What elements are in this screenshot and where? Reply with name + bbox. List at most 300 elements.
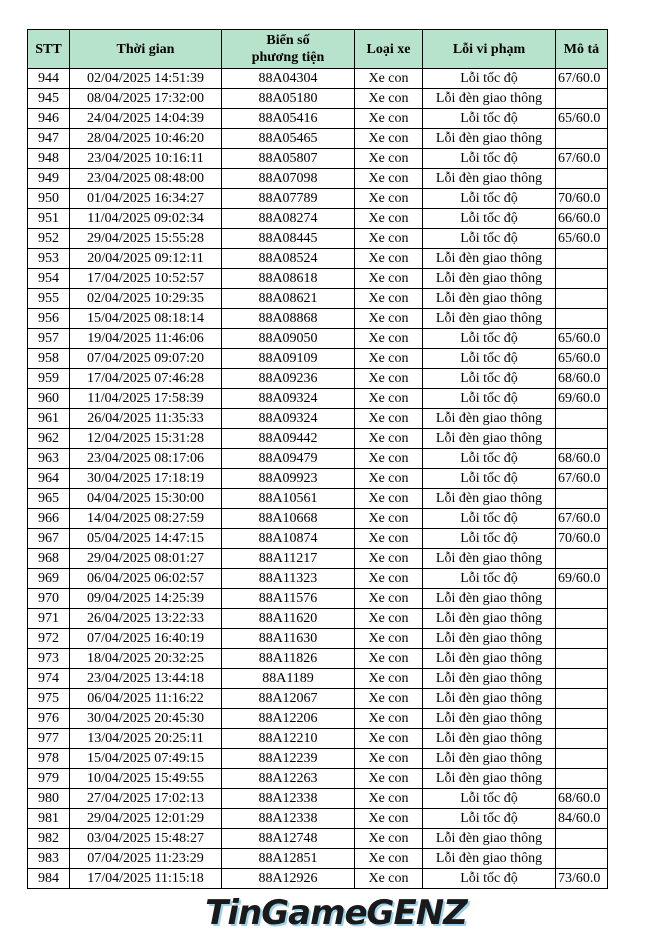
cell-violation: Lỗi đèn giao thông <box>423 829 556 849</box>
cell-time: 15/04/2025 07:49:15 <box>70 749 222 769</box>
cell-violation: Lỗi đèn giao thông <box>423 489 556 509</box>
cell-desc <box>556 489 608 509</box>
cell-vehicle: Xe con <box>355 809 423 829</box>
cell-plate: 88A12926 <box>222 869 355 889</box>
cell-desc <box>556 669 608 689</box>
header-desc: Mô tả <box>556 30 608 69</box>
cell-violation: Lỗi đèn giao thông <box>423 849 556 869</box>
cell-desc <box>556 629 608 649</box>
cell-violation: Lỗi tốc độ <box>423 569 556 589</box>
cell-desc <box>556 249 608 269</box>
cell-violation: Lỗi tốc độ <box>423 189 556 209</box>
cell-desc <box>556 89 608 109</box>
table-row <box>28 589 608 609</box>
cell-violation: Lỗi tốc độ <box>423 509 556 529</box>
cell-desc: 65/60.0 <box>556 329 608 349</box>
cell-desc: 67/60.0 <box>556 69 608 89</box>
cell-vehicle: Xe con <box>355 229 423 249</box>
cell-stt: 971 <box>28 609 70 629</box>
table-row <box>28 289 608 309</box>
cell-plate: 88A09324 <box>222 409 355 429</box>
cell-time: 17/04/2025 10:52:57 <box>70 269 222 289</box>
cell-vehicle: Xe con <box>355 129 423 149</box>
table-row <box>28 809 608 829</box>
cell-vehicle: Xe con <box>355 69 423 89</box>
cell-time: 29/04/2025 15:55:28 <box>70 229 222 249</box>
cell-violation: Lỗi tốc độ <box>423 369 556 389</box>
cell-time: 02/04/2025 10:29:35 <box>70 289 222 309</box>
cell-plate: 88A09236 <box>222 369 355 389</box>
cell-desc: 67/60.0 <box>556 509 608 529</box>
cell-vehicle: Xe con <box>355 709 423 729</box>
table-row <box>28 69 608 89</box>
cell-violation: Lỗi đèn giao thông <box>423 549 556 569</box>
table-row <box>28 669 608 689</box>
cell-violation: Lỗi đèn giao thông <box>423 249 556 269</box>
cell-plate: 88A10561 <box>222 489 355 509</box>
table-row <box>28 569 608 589</box>
cell-vehicle: Xe con <box>355 569 423 589</box>
table-row <box>28 369 608 389</box>
cell-stt: 980 <box>28 789 70 809</box>
cell-time: 14/04/2025 08:27:59 <box>70 509 222 529</box>
cell-time: 07/04/2025 11:23:29 <box>70 849 222 869</box>
cell-violation: Lỗi tốc độ <box>423 469 556 489</box>
cell-plate: 88A12263 <box>222 769 355 789</box>
header-time: Thời gian <box>70 30 222 69</box>
cell-time: 26/04/2025 13:22:33 <box>70 609 222 629</box>
cell-vehicle: Xe con <box>355 549 423 569</box>
cell-vehicle: Xe con <box>355 629 423 649</box>
cell-time: 23/04/2025 08:17:06 <box>70 449 222 469</box>
cell-desc: 68/60.0 <box>556 449 608 469</box>
table-row <box>28 469 608 489</box>
cell-desc: 68/60.0 <box>556 789 608 809</box>
cell-plate: 88A12210 <box>222 729 355 749</box>
cell-violation: Lỗi đèn giao thông <box>423 289 556 309</box>
cell-time: 26/04/2025 11:35:33 <box>70 409 222 429</box>
cell-violation: Lỗi đèn giao thông <box>423 429 556 449</box>
cell-desc <box>556 589 608 609</box>
cell-violation: Lỗi đèn giao thông <box>423 409 556 429</box>
cell-plate: 88A08621 <box>222 289 355 309</box>
cell-desc: 84/60.0 <box>556 809 608 829</box>
cell-desc: 68/60.0 <box>556 369 608 389</box>
cell-time: 11/04/2025 17:58:39 <box>70 389 222 409</box>
cell-vehicle: Xe con <box>355 689 423 709</box>
cell-vehicle: Xe con <box>355 349 423 369</box>
cell-desc <box>556 609 608 629</box>
cell-time: 27/04/2025 17:02:13 <box>70 789 222 809</box>
cell-stt: 984 <box>28 869 70 889</box>
table-row <box>28 629 608 649</box>
table-row <box>28 769 608 789</box>
cell-desc: 70/60.0 <box>556 529 608 549</box>
cell-time: 05/04/2025 14:47:15 <box>70 529 222 549</box>
table-row <box>28 549 608 569</box>
cell-time: 12/04/2025 15:31:28 <box>70 429 222 449</box>
cell-stt: 976 <box>28 709 70 729</box>
cell-stt: 982 <box>28 829 70 849</box>
table-row <box>28 529 608 549</box>
cell-desc: 65/60.0 <box>556 109 608 129</box>
cell-desc <box>556 729 608 749</box>
cell-vehicle: Xe con <box>355 369 423 389</box>
cell-plate: 88A12206 <box>222 709 355 729</box>
cell-violation: Lỗi đèn giao thông <box>423 669 556 689</box>
table-row <box>28 189 608 209</box>
cell-stt: 960 <box>28 389 70 409</box>
cell-time: 29/04/2025 08:01:27 <box>70 549 222 569</box>
cell-stt: 979 <box>28 769 70 789</box>
table-row <box>28 309 608 329</box>
cell-vehicle: Xe con <box>355 769 423 789</box>
cell-plate: 88A09923 <box>222 469 355 489</box>
cell-time: 20/04/2025 09:12:11 <box>70 249 222 269</box>
table-row <box>28 489 608 509</box>
cell-violation: Lỗi tốc độ <box>423 229 556 249</box>
cell-vehicle: Xe con <box>355 669 423 689</box>
cell-plate: 88A12338 <box>222 809 355 829</box>
cell-stt: 954 <box>28 269 70 289</box>
header-plate-line1: Biển số <box>266 33 310 48</box>
cell-vehicle: Xe con <box>355 729 423 749</box>
cell-stt: 945 <box>28 89 70 109</box>
cell-stt: 948 <box>28 149 70 169</box>
cell-violation: Lỗi đèn giao thông <box>423 609 556 629</box>
cell-desc <box>556 829 608 849</box>
table-row <box>28 789 608 809</box>
cell-plate: 88A11620 <box>222 609 355 629</box>
cell-stt: 972 <box>28 629 70 649</box>
cell-violation: Lỗi tốc độ <box>423 349 556 369</box>
cell-stt: 968 <box>28 549 70 569</box>
cell-vehicle: Xe con <box>355 269 423 289</box>
table-row <box>28 829 608 849</box>
cell-violation: Lỗi đèn giao thông <box>423 129 556 149</box>
cell-desc <box>556 269 608 289</box>
cell-plate: 88A11630 <box>222 629 355 649</box>
cell-stt: 970 <box>28 589 70 609</box>
cell-violation: Lỗi tốc độ <box>423 209 556 229</box>
cell-vehicle: Xe con <box>355 509 423 529</box>
cell-desc <box>556 689 608 709</box>
cell-desc <box>556 409 608 429</box>
cell-violation: Lỗi đèn giao thông <box>423 629 556 649</box>
cell-stt: 950 <box>28 189 70 209</box>
table-row <box>28 649 608 669</box>
header-row <box>28 30 608 69</box>
cell-desc <box>556 649 608 669</box>
cell-vehicle: Xe con <box>355 289 423 309</box>
cell-vehicle: Xe con <box>355 469 423 489</box>
cell-plate: 88A08524 <box>222 249 355 269</box>
table-row <box>28 329 608 349</box>
cell-vehicle: Xe con <box>355 849 423 869</box>
cell-stt: 959 <box>28 369 70 389</box>
cell-stt: 951 <box>28 209 70 229</box>
cell-stt: 964 <box>28 469 70 489</box>
cell-vehicle: Xe con <box>355 449 423 469</box>
table-row <box>28 129 608 149</box>
cell-violation: Lỗi đèn giao thông <box>423 89 556 109</box>
cell-vehicle: Xe con <box>355 249 423 269</box>
cell-desc: 67/60.0 <box>556 149 608 169</box>
site-watermark-logo: TinGameGENZ <box>196 891 476 935</box>
cell-plate: 88A09109 <box>222 349 355 369</box>
cell-plate: 88A09050 <box>222 329 355 349</box>
cell-violation: Lỗi đèn giao thông <box>423 589 556 609</box>
cell-plate: 88A12851 <box>222 849 355 869</box>
cell-time: 13/04/2025 20:25:11 <box>70 729 222 749</box>
cell-time: 02/04/2025 14:51:39 <box>70 69 222 89</box>
cell-time: 01/04/2025 16:34:27 <box>70 189 222 209</box>
table-row <box>28 249 608 269</box>
cell-time: 15/04/2025 08:18:14 <box>70 309 222 329</box>
cell-time: 08/04/2025 17:32:00 <box>70 89 222 109</box>
cell-violation: Lỗi đèn giao thông <box>423 169 556 189</box>
cell-time: 17/04/2025 11:15:18 <box>70 869 222 889</box>
table-row <box>28 849 608 869</box>
cell-violation: Lỗi đèn giao thông <box>423 689 556 709</box>
cell-violation: Lỗi đèn giao thông <box>423 729 556 749</box>
cell-time: 06/04/2025 11:16:22 <box>70 689 222 709</box>
cell-time: 09/04/2025 14:25:39 <box>70 589 222 609</box>
cell-violation: Lỗi tốc độ <box>423 389 556 409</box>
cell-time: 28/04/2025 10:46:20 <box>70 129 222 149</box>
table-row <box>28 709 608 729</box>
cell-plate: 88A05807 <box>222 149 355 169</box>
cell-vehicle: Xe con <box>355 389 423 409</box>
table-row <box>28 209 608 229</box>
cell-violation: Lỗi đèn giao thông <box>423 309 556 329</box>
cell-violation: Lỗi tốc độ <box>423 789 556 809</box>
cell-stt: 947 <box>28 129 70 149</box>
cell-stt: 955 <box>28 289 70 309</box>
table-row <box>28 389 608 409</box>
cell-vehicle: Xe con <box>355 749 423 769</box>
cell-plate: 88A09442 <box>222 429 355 449</box>
cell-time: 23/04/2025 10:16:11 <box>70 149 222 169</box>
cell-time: 03/04/2025 15:48:27 <box>70 829 222 849</box>
cell-time: 04/04/2025 15:30:00 <box>70 489 222 509</box>
cell-vehicle: Xe con <box>355 189 423 209</box>
table-row <box>28 609 608 629</box>
cell-plate: 88A10874 <box>222 529 355 549</box>
cell-plate: 88A07789 <box>222 189 355 209</box>
cell-stt: 944 <box>28 69 70 89</box>
cell-violation: Lỗi tốc độ <box>423 109 556 129</box>
table-row <box>28 869 608 889</box>
cell-vehicle: Xe con <box>355 789 423 809</box>
cell-desc: 73/60.0 <box>556 869 608 889</box>
cell-stt: 946 <box>28 109 70 129</box>
cell-vehicle: Xe con <box>355 329 423 349</box>
cell-violation: Lỗi tốc độ <box>423 449 556 469</box>
cell-desc <box>556 169 608 189</box>
cell-stt: 961 <box>28 409 70 429</box>
cell-plate: 88A11826 <box>222 649 355 669</box>
cell-violation: Lỗi đèn giao thông <box>423 769 556 789</box>
header-violation: Lỗi vi phạm <box>423 30 556 69</box>
cell-violation: Lỗi tốc độ <box>423 149 556 169</box>
cell-vehicle: Xe con <box>355 429 423 449</box>
cell-desc: 65/60.0 <box>556 229 608 249</box>
cell-desc: 67/60.0 <box>556 469 608 489</box>
cell-stt: 977 <box>28 729 70 749</box>
cell-vehicle: Xe con <box>355 609 423 629</box>
cell-vehicle: Xe con <box>355 169 423 189</box>
cell-desc: 65/60.0 <box>556 349 608 369</box>
cell-plate: 88A09479 <box>222 449 355 469</box>
header-vehicle: Loại xe <box>355 30 423 69</box>
cell-time: 10/04/2025 15:49:55 <box>70 769 222 789</box>
cell-vehicle: Xe con <box>355 589 423 609</box>
cell-vehicle: Xe con <box>355 409 423 429</box>
table-header <box>28 30 608 69</box>
table-row <box>28 269 608 289</box>
cell-plate: 88A12239 <box>222 749 355 769</box>
cell-vehicle: Xe con <box>355 649 423 669</box>
cell-desc: 69/60.0 <box>556 389 608 409</box>
table-row <box>28 509 608 529</box>
cell-stt: 981 <box>28 809 70 829</box>
table-row <box>28 689 608 709</box>
table-row <box>28 169 608 189</box>
cell-violation: Lỗi tốc độ <box>423 529 556 549</box>
cell-stt: 957 <box>28 329 70 349</box>
table-body <box>28 69 608 889</box>
cell-plate: 88A11323 <box>222 569 355 589</box>
cell-plate: 88A12338 <box>222 789 355 809</box>
cell-violation: Lỗi đèn giao thông <box>423 709 556 729</box>
table-row <box>28 409 608 429</box>
violations-table <box>27 29 608 889</box>
table-row <box>28 749 608 769</box>
table-row <box>28 429 608 449</box>
cell-plate: 88A05180 <box>222 89 355 109</box>
cell-stt: 962 <box>28 429 70 449</box>
cell-plate: 88A04304 <box>222 69 355 89</box>
cell-vehicle: Xe con <box>355 109 423 129</box>
cell-desc <box>556 709 608 729</box>
cell-plate: 88A11576 <box>222 589 355 609</box>
cell-plate: 88A08274 <box>222 209 355 229</box>
cell-stt: 963 <box>28 449 70 469</box>
cell-time: 30/04/2025 17:18:19 <box>70 469 222 489</box>
header-plate <box>222 30 355 69</box>
cell-plate: 88A08445 <box>222 229 355 249</box>
cell-time: 18/04/2025 20:32:25 <box>70 649 222 669</box>
cell-vehicle: Xe con <box>355 209 423 229</box>
cell-time: 07/04/2025 09:07:20 <box>70 349 222 369</box>
cell-stt: 967 <box>28 529 70 549</box>
cell-desc <box>556 549 608 569</box>
cell-violation: Lỗi tốc độ <box>423 69 556 89</box>
cell-desc <box>556 429 608 449</box>
cell-vehicle: Xe con <box>355 89 423 109</box>
cell-stt: 958 <box>28 349 70 369</box>
cell-stt: 965 <box>28 489 70 509</box>
cell-desc <box>556 309 608 329</box>
cell-plate: 88A10668 <box>222 509 355 529</box>
table-row <box>28 349 608 369</box>
cell-desc <box>556 849 608 869</box>
cell-violation: Lỗi tốc độ <box>423 809 556 829</box>
cell-vehicle: Xe con <box>355 829 423 849</box>
cell-time: 23/04/2025 08:48:00 <box>70 169 222 189</box>
cell-stt: 953 <box>28 249 70 269</box>
cell-stt: 974 <box>28 669 70 689</box>
cell-desc: 69/60.0 <box>556 569 608 589</box>
cell-vehicle: Xe con <box>355 149 423 169</box>
table-row <box>28 449 608 469</box>
cell-stt: 973 <box>28 649 70 669</box>
cell-stt: 969 <box>28 569 70 589</box>
table-row <box>28 229 608 249</box>
cell-time: 29/04/2025 12:01:29 <box>70 809 222 829</box>
cell-plate: 88A12067 <box>222 689 355 709</box>
cell-stt: 952 <box>28 229 70 249</box>
cell-stt: 956 <box>28 309 70 329</box>
table-row <box>28 109 608 129</box>
cell-vehicle: Xe con <box>355 869 423 889</box>
cell-plate: 88A11217 <box>222 549 355 569</box>
cell-violation: Lỗi đèn giao thông <box>423 269 556 289</box>
cell-plate: 88A07098 <box>222 169 355 189</box>
header-plate-line2: phương tiện <box>251 50 325 65</box>
cell-time: 17/04/2025 07:46:28 <box>70 369 222 389</box>
cell-violation: Lỗi đèn giao thông <box>423 649 556 669</box>
cell-time: 19/04/2025 11:46:06 <box>70 329 222 349</box>
cell-violation: Lỗi đèn giao thông <box>423 749 556 769</box>
cell-plate: 88A08868 <box>222 309 355 329</box>
cell-desc <box>556 129 608 149</box>
cell-plate: 88A12748 <box>222 829 355 849</box>
cell-time: 24/04/2025 14:04:39 <box>70 109 222 129</box>
cell-desc <box>556 769 608 789</box>
cell-stt: 978 <box>28 749 70 769</box>
cell-desc <box>556 289 608 309</box>
table-row <box>28 149 608 169</box>
cell-violation: Lỗi tốc độ <box>423 329 556 349</box>
table-row <box>28 89 608 109</box>
cell-stt: 966 <box>28 509 70 529</box>
cell-violation: Lỗi tốc độ <box>423 869 556 889</box>
table-row <box>28 729 608 749</box>
cell-stt: 975 <box>28 689 70 709</box>
cell-desc <box>556 749 608 769</box>
cell-plate: 88A09324 <box>222 389 355 409</box>
cell-vehicle: Xe con <box>355 489 423 509</box>
cell-stt: 983 <box>28 849 70 869</box>
cell-plate: 88A1189 <box>222 669 355 689</box>
header-stt: STT <box>28 30 70 69</box>
cell-time: 07/04/2025 16:40:19 <box>70 629 222 649</box>
cell-time: 30/04/2025 20:45:30 <box>70 709 222 729</box>
cell-vehicle: Xe con <box>355 529 423 549</box>
cell-vehicle: Xe con <box>355 309 423 329</box>
cell-desc: 66/60.0 <box>556 209 608 229</box>
cell-plate: 88A08618 <box>222 269 355 289</box>
cell-time: 11/04/2025 09:02:34 <box>70 209 222 229</box>
cell-desc: 70/60.0 <box>556 189 608 209</box>
cell-time: 06/04/2025 06:02:57 <box>70 569 222 589</box>
cell-plate: 88A05465 <box>222 129 355 149</box>
cell-stt: 949 <box>28 169 70 189</box>
cell-plate: 88A05416 <box>222 109 355 129</box>
cell-time: 23/04/2025 13:44:18 <box>70 669 222 689</box>
